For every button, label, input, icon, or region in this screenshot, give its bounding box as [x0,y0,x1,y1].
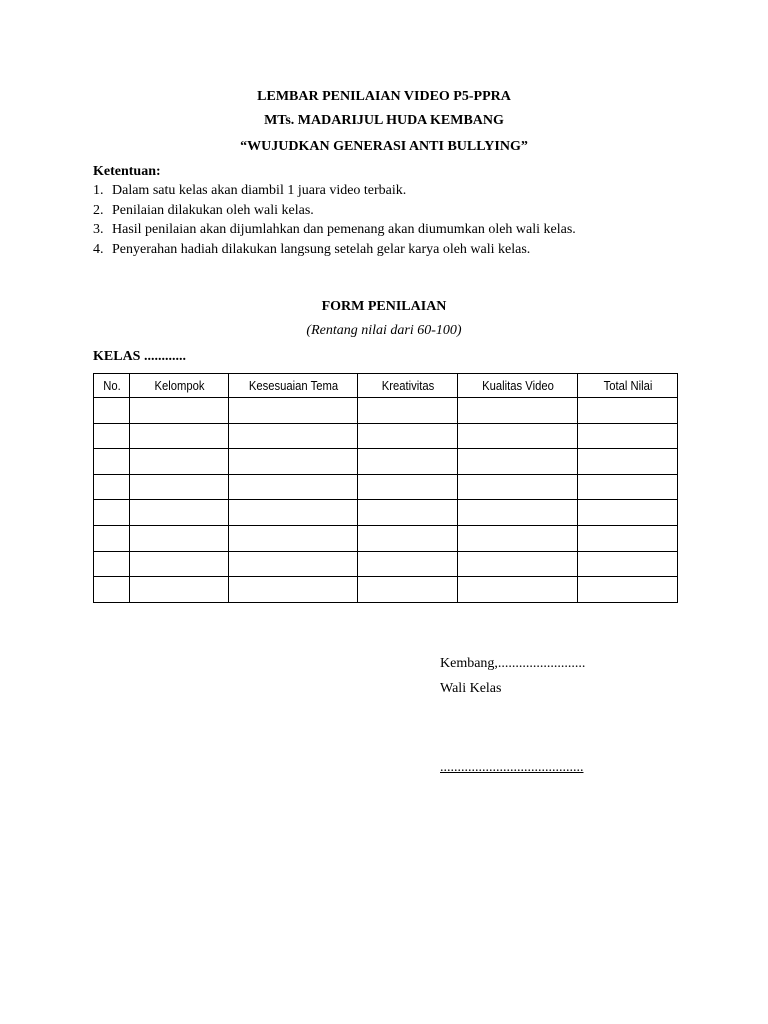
rule-text: Penyerahan hadiah dilakukan langsung setelah gelar karya oleh wali kelas. [112,241,531,257]
cell-no [94,474,130,500]
table-row [94,449,678,475]
cell-kualitas-video [458,525,578,551]
table-row [94,398,678,424]
cell-no [94,525,130,551]
cell-kesesuaian-tema [229,423,358,449]
column-header-kesesuaian-tema: Kesesuaian Tema [235,374,351,398]
rule-text: Dalam satu kelas akan diambil 1 juara video terbaik. [112,183,407,198]
cell-no [94,577,130,603]
cell-no [94,449,130,475]
cell-kelompok [130,551,229,577]
rule-number: 2. [93,202,104,218]
rule-number: 4. [93,241,104,257]
cell-total-nilai [578,551,678,577]
cell-total-nilai [578,449,678,475]
table-body [94,398,678,603]
cell-kualitas-video [458,551,578,577]
rule-item [93,201,576,221]
cell-kualitas-video [458,577,578,603]
school-name: MTs. MADARIJUL HUDA KEMBANG [264,113,504,128]
theme-title: “WUJUDKAN GENERASI ANTI BULLYING” [240,139,528,154]
kelas-label: KELAS ............ [93,349,186,364]
column-header-kualitas-video: Kualitas Video [464,374,572,398]
cell-no [94,551,130,577]
cell-kesesuaian-tema [229,398,358,424]
rule-text: Penilaian dilakukan oleh wali kelas. [112,202,314,218]
cell-kreativitas [358,423,458,449]
cell-total-nilai [578,500,678,526]
rule-number: 3. [93,222,104,237]
cell-kesesuaian-tema [229,474,358,500]
cell-total-nilai [578,525,678,551]
cell-kesesuaian-tema [229,577,358,603]
table-row [94,551,678,577]
signature-role: Wali Kelas [440,681,502,696]
table-header-row [94,374,678,398]
cell-kelompok [130,500,229,526]
cell-kualitas-video [458,500,578,526]
cell-kreativitas [358,449,458,475]
cell-kesesuaian-tema [229,551,358,577]
cell-no [94,500,130,526]
cell-kelompok [130,423,229,449]
table-row [94,423,678,449]
cell-kelompok [130,474,229,500]
column-header-kreativitas: Kreativitas [363,374,453,398]
table-row [94,500,678,526]
signature-place-date: Kembang,......................... [440,656,586,671]
rules-heading: Ketentuan: [93,164,161,179]
cell-kualitas-video [458,423,578,449]
cell-kesesuaian-tema [229,449,358,475]
cell-total-nilai [578,474,678,500]
cell-kesesuaian-tema [229,500,358,526]
table-row [94,474,678,500]
table-row [94,577,678,603]
table-row [94,525,678,551]
cell-kreativitas [358,500,458,526]
cell-kualitas-video [458,474,578,500]
cell-kelompok [130,577,229,603]
signature-name-line: ......................................... [440,760,584,775]
cell-kualitas-video [458,398,578,424]
cell-kreativitas [358,577,458,603]
rule-item [93,181,576,201]
cell-kreativitas [358,525,458,551]
rule-item [93,220,576,240]
cell-no [94,423,130,449]
assessment-table [93,373,678,603]
cell-kesesuaian-tema [229,525,358,551]
cell-total-nilai [578,577,678,603]
cell-kelompok [130,449,229,475]
form-title: FORM PENILAIAN [321,299,447,314]
cell-kelompok [130,398,229,424]
cell-no [94,398,130,424]
rules-list [93,181,576,259]
cell-kreativitas [358,398,458,424]
rule-text: Hasil penilaian akan dijumlahkan dan pemenang akan diumumkan oleh wali kelas. [112,222,576,237]
cell-total-nilai [578,398,678,424]
form-subtitle: (Rentang nilai dari 60-100) [306,323,462,338]
cell-kreativitas [358,474,458,500]
column-header-no: No. [95,374,127,398]
column-header-total-nilai: Total Nilai [583,374,673,398]
document-title: LEMBAR PENILAIAN VIDEO P5-PPRA [257,89,511,104]
cell-kelompok [130,525,229,551]
column-header-kelompok: Kelompok [134,374,223,398]
cell-total-nilai [578,423,678,449]
rule-item [93,240,576,260]
cell-kreativitas [358,551,458,577]
rule-number: 1. [93,183,104,198]
cell-kualitas-video [458,449,578,475]
